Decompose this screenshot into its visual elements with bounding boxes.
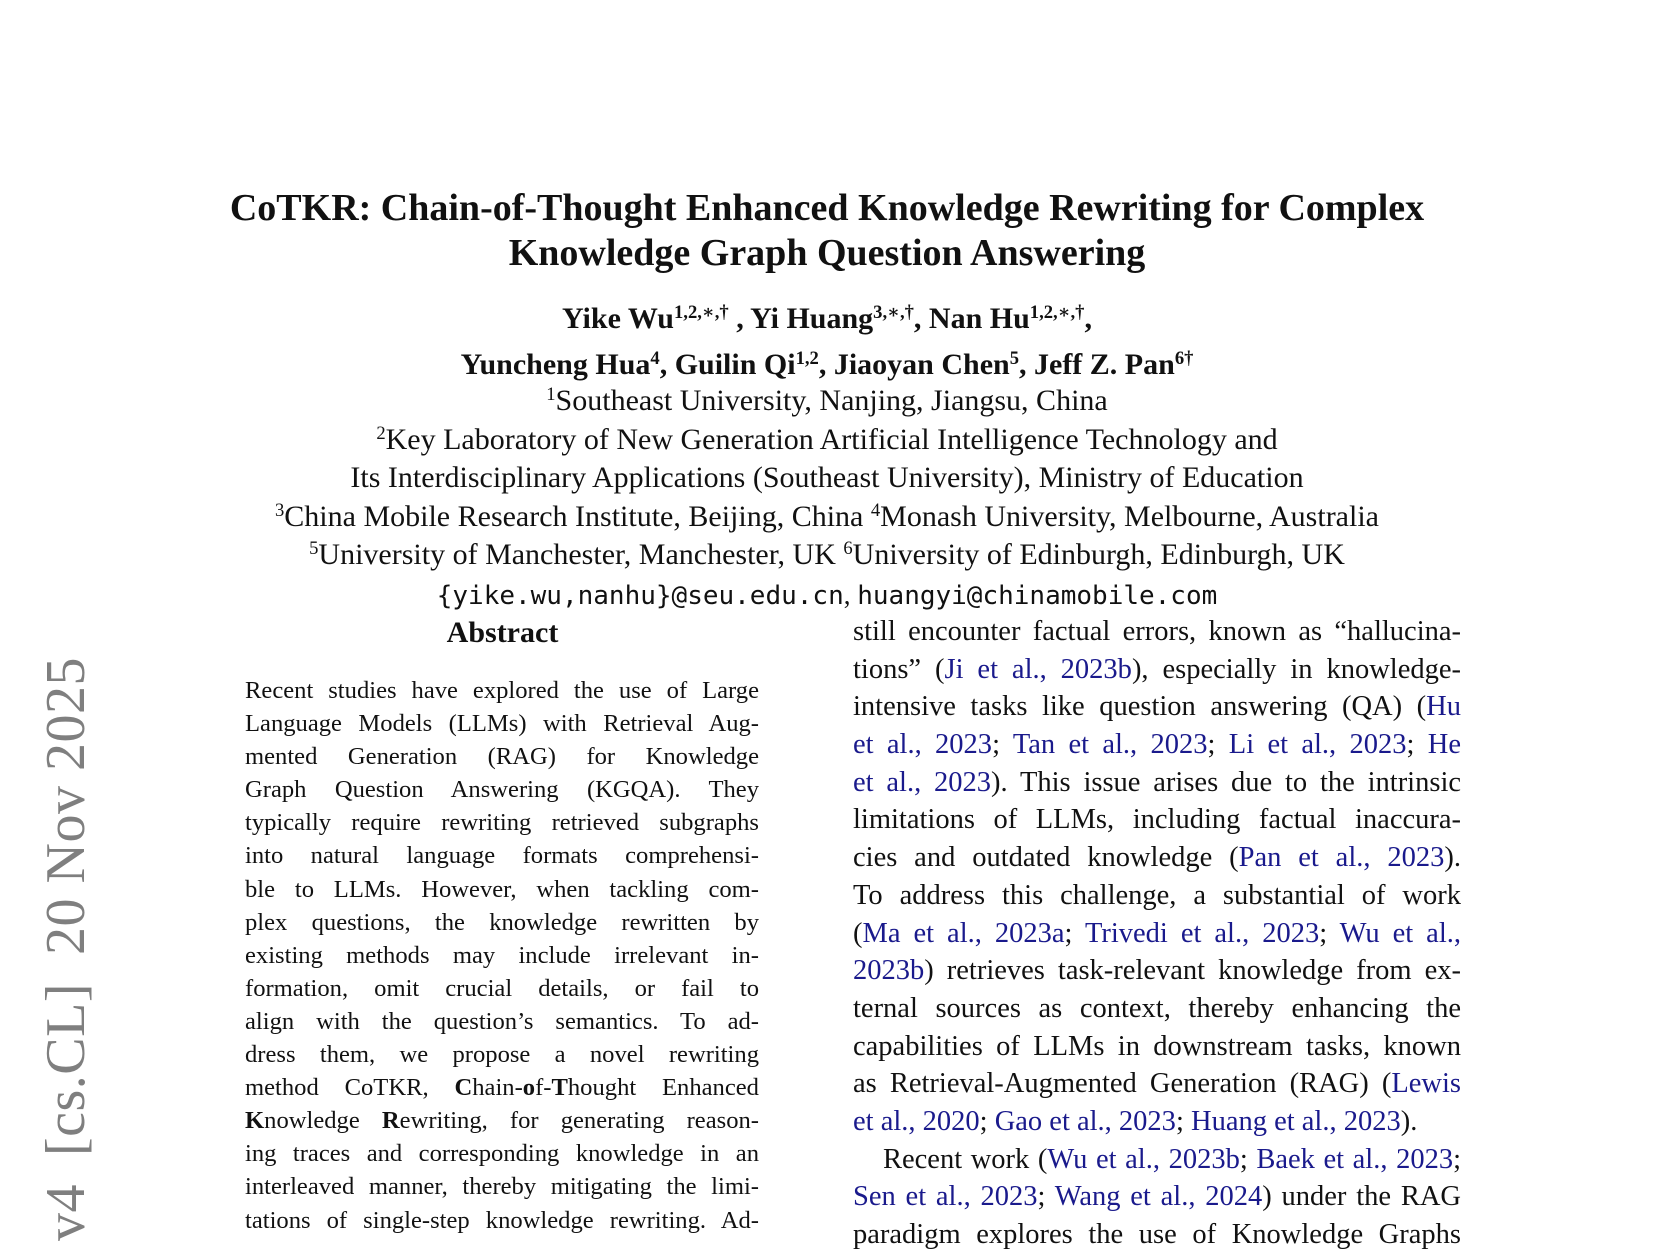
citation-link[interactable]: Wu et al., 2023b — [1047, 1143, 1240, 1175]
author-affil-mark: 5 — [1009, 347, 1019, 369]
author-affil-mark: 4 — [650, 347, 660, 369]
arxiv-version: v4 — [35, 1184, 97, 1241]
citation-link[interactable]: Baek et al., 2023 — [1256, 1143, 1454, 1175]
abstract-line: mented Generation (RAG) for Knowledge — [245, 743, 759, 771]
author-name: Nan Hu — [928, 302, 1030, 335]
acronym-letter: o — [522, 1074, 536, 1102]
abstract-line: dress them, we propose a novel rewriting — [245, 1041, 759, 1069]
body-line: (Ma et al., 2023a; Trivedi et al., 2023; Wu et al., — [853, 917, 1461, 949]
body-line: Recent work (Wu et al., 2023b; Baek et al., 2023; — [883, 1143, 1461, 1175]
abstract-line: typically require rewriting retrieved subgraphs — [245, 809, 759, 837]
affil-text: Monash University, Melbourne, Australia — [880, 499, 1379, 533]
body-line — [853, 1065, 1461, 1103]
text: ). — [1444, 842, 1461, 874]
affil-number: 3 — [275, 499, 285, 521]
citation-link[interactable]: Trivedi et al., 2023 — [1084, 917, 1320, 949]
text: ). This issue arises due to the intrinsic — [991, 766, 1462, 798]
abstract-line: Graph Question Answering (KGQA). They — [245, 776, 759, 804]
paper-title — [0, 186, 1654, 276]
author-name: Guilin Qi — [674, 348, 796, 381]
arxiv-date: 20 Nov 2025 — [35, 657, 97, 955]
citation-link[interactable]: Li et al., 2023 — [1228, 729, 1407, 761]
abstract-line: into natural language formats comprehensi- — [245, 842, 759, 870]
abstract-heading: Abstract — [446, 616, 559, 649]
citation-link[interactable]: Hu — [1426, 691, 1461, 723]
text: nowledge — [264, 1107, 382, 1135]
text: as Retrieval-Augmented Generation (RAG) ( — [853, 1068, 1392, 1100]
body-line — [853, 651, 1461, 689]
abstract-line-acronym — [245, 1071, 759, 1104]
author-line-1: Yike $Wu^{1,2,∗,\dagger}$ , Yi Huang$^{3,∗,\dagger}$, Nan $Hu^{1,2,∗,\dagger}$, — [562, 301, 1092, 335]
body-line: capabilities of LLMs in downstream tasks, known — [853, 1030, 1461, 1062]
abstract-line: ing traces and corresponding knowledge in an — [245, 1140, 759, 1168]
affiliation-1 — [0, 382, 1654, 421]
affiliation-5-6 — [0, 536, 1654, 575]
abstract-line: ble to LLMs. However, when tackling com- — [245, 875, 759, 903]
abstract-line: tations of single-step knowledge rewriting. Ad- — [245, 1206, 759, 1234]
abstract-line: Language Models (LLMs) with Retrieval Aug- — [245, 710, 759, 738]
abstract-line: interleaved manner, thereby mitigating the limi- — [245, 1173, 759, 1201]
citation-link[interactable]: 2023b — [853, 955, 925, 987]
citation-link[interactable]: Wu et al., — [1339, 917, 1461, 949]
body-line — [853, 839, 1461, 877]
affil-number: 1 — [546, 383, 556, 405]
affil-text: Key Laboratory of New Generation Artificial Intelligence Technology and — [385, 422, 1278, 456]
body-line — [853, 952, 1461, 990]
body-line: To address this challenge, a substantial of work — [853, 879, 1461, 911]
body-line: et al., 2020; Gao et al., 2023; Huang et al., 2023). — [853, 1105, 1418, 1137]
affil-text: University of Manchester, Manchester, UK — [318, 538, 844, 572]
citation-link[interactable]: et al., 2023 — [853, 766, 992, 798]
body-line: still encounter factual errors, known as “hallucina- — [853, 616, 1461, 647]
contact-emails: {yike.wu,nanhu}@seu.edu.cn, huangyi@chinamobile.com — [436, 580, 1218, 611]
author-name: Jiaoyan Chen — [833, 348, 1010, 381]
introduction-column — [853, 613, 1461, 1254]
body-line: Sen et al., 2023; Wang et al., 2024) under the RAG — [853, 1181, 1461, 1213]
body-line: paradigm explores the use of Knowledge Graphs — [853, 1219, 1461, 1250]
text: intensive tasks like question answering (QA) ( — [853, 691, 1427, 723]
text: ewriting, for generating reason- — [399, 1107, 759, 1135]
body-line — [853, 764, 1461, 802]
acronym-letter: C — [454, 1074, 473, 1102]
arxiv-category: [cs.CL] — [35, 982, 97, 1156]
text: ) retrieves task-relevant knowledge from ex- — [924, 955, 1461, 987]
citation-link[interactable]: et al., 2020 — [853, 1105, 980, 1137]
body-line: et al., 2023; Tan et al., 2023; Li et al., 2023; He — [853, 729, 1462, 761]
citation-link[interactable]: Ji et al., 2023b — [944, 653, 1132, 685]
title-line-1: CoTKR: Chain-of-Thought Enhanced Knowledge Rewriting for Complex — [229, 187, 1425, 229]
email-seu[interactable]: {yike.wu,nanhu}@seu.edu.cn — [436, 581, 844, 611]
author-affil-mark: 3,∗,† — [873, 301, 914, 323]
citation-link[interactable]: Sen et al., 2023 — [853, 1181, 1038, 1213]
affil-number: 2 — [376, 422, 386, 444]
abstract-line: formation, omit crucial details, or fail to — [245, 974, 759, 1002]
text: tions” ( — [853, 653, 945, 685]
text: hought Enhanced — [567, 1074, 759, 1102]
affil-text: China Mobile Research Institute, Beijing, China — [284, 499, 871, 533]
arxiv-identifier-stamp — [36, 629, 96, 1241]
author-list — [0, 296, 1654, 388]
citation-link[interactable]: Wang et al., 2024 — [1054, 1181, 1263, 1213]
citation-link[interactable]: He — [1427, 729, 1462, 761]
author-affil-mark: 6† — [1174, 347, 1194, 369]
abstract-line: align with the question’s semantics. To ad- — [245, 1007, 759, 1035]
affiliation-2 — [0, 421, 1654, 460]
text: cies and outdated knowledge ( — [853, 842, 1239, 874]
text: Recent work ( — [883, 1143, 1048, 1175]
acronym-letter: R — [381, 1107, 400, 1135]
citation-link[interactable]: Ma et al., 2023a — [862, 917, 1065, 949]
email-chinamobile[interactable]: huangyi@chinamobile.com — [857, 581, 1218, 611]
citation-link[interactable]: et al., 2023 — [853, 729, 993, 761]
author-name: Yuncheng Hua — [460, 348, 651, 381]
text: ) under the RAG — [1262, 1181, 1461, 1213]
abstract-body — [245, 674, 759, 1237]
abstract-line: plex questions, the knowledge rewritten by — [245, 908, 759, 936]
text: hain- — [472, 1074, 523, 1102]
affil-number: 4 — [870, 499, 881, 521]
author-affil-mark: 1,2,∗,† — [674, 301, 729, 323]
affiliations — [0, 382, 1654, 575]
citation-link[interactable]: Lewis — [1391, 1068, 1461, 1100]
affiliation-3-4 — [0, 498, 1654, 537]
text: ), especially in knowledge- — [1131, 653, 1461, 685]
body-line — [853, 688, 1461, 726]
body-line: limitations of LLMs, including factual inaccura- — [853, 804, 1461, 836]
affil-number: 6 — [843, 538, 853, 560]
citation-link[interactable]: Gao et al., 2023 — [994, 1105, 1176, 1137]
citation-link[interactable]: Tan et al., 2023 — [1012, 729, 1208, 761]
text: method CoTKR, — [245, 1074, 455, 1102]
text: f- — [535, 1074, 552, 1102]
abstract-line: Recent studies have explored the use of Large — [245, 677, 759, 704]
author-name: Yi Huang — [750, 302, 874, 335]
affil-text: University of Edinburgh, Edinburgh, UK — [852, 538, 1345, 572]
author-name: Jeff Z. Pan — [1034, 348, 1175, 381]
abstract-line: existing methods may include irrelevant in- — [245, 941, 759, 969]
citation-link[interactable]: Huang et al., 2023 — [1190, 1105, 1401, 1137]
author-line-2: Yuncheng Hua$^4$, Guilin Qi$^{1,2}$, Jiaoyan Chen$^5$, Jeff Z. Pan$^{6\dagger}$ — [460, 347, 1194, 381]
affiliation-2-cont: Its Interdisciplinary Applications (Southeast University), Ministry of Education — [350, 461, 1304, 495]
body-line: ternal sources as context, thereby enhancing the — [853, 992, 1461, 1024]
acronym-letter: T — [551, 1074, 568, 1102]
affil-text: Southeast University, Nanjing, Jiangsu, China — [555, 384, 1108, 417]
affil-number: 5 — [309, 538, 319, 560]
author-name: Yike Wu — [562, 302, 674, 335]
citation-link[interactable]: Pan et al., 2023 — [1238, 842, 1445, 874]
title-line-2: Knowledge Graph Question Answering — [508, 232, 1146, 274]
abstract-line-acronym — [245, 1104, 759, 1137]
author-affil-mark: 1,2,∗,† — [1029, 301, 1085, 323]
acronym-letter: K — [245, 1107, 265, 1135]
author-affil-mark: 1,2 — [795, 347, 819, 369]
